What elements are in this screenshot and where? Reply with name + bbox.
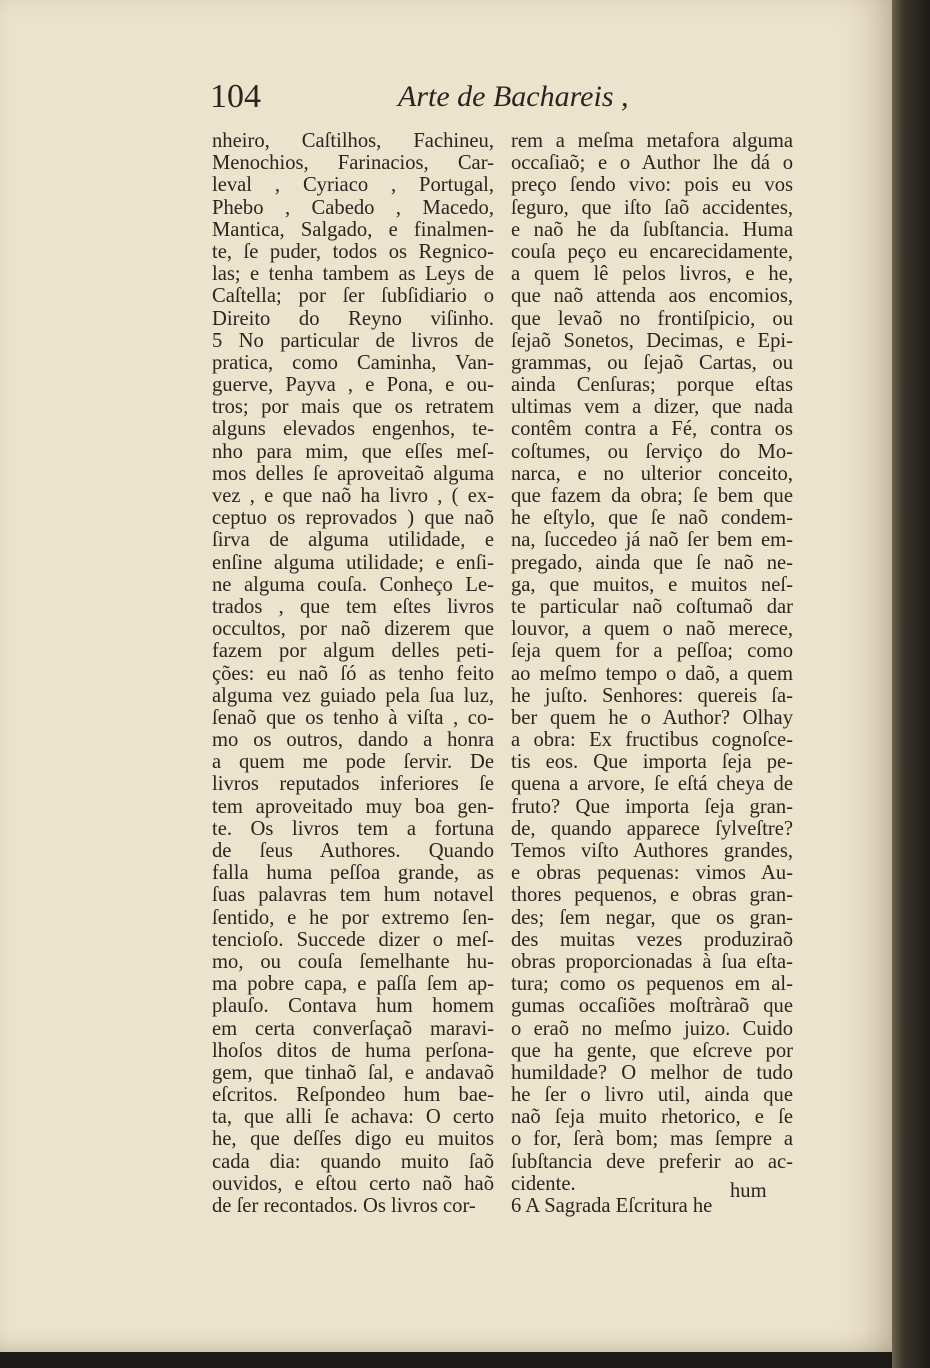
text-line: grammas, ou ſejaõ Cartas, ou (511, 351, 793, 374)
text-line: tura; como os pequenos em al- (511, 973, 793, 996)
text-line: mos delles ſe aproveitaõ alguma (212, 462, 494, 485)
catchword: hum (730, 1180, 767, 1202)
text-line: narca, e no ulterior conceito, (511, 462, 793, 485)
text-line: nho para mim, que eſſes meſ- (212, 440, 494, 463)
text-line: mo, ou couſa ſemelhante hu- (212, 950, 494, 973)
text-line: alguns elevados engenhos, te- (212, 418, 494, 441)
text-line: plauſo. Contava hum homem (212, 995, 494, 1018)
text-line: a quem me pode ſervir. De (212, 751, 494, 774)
running-head: Arte de Bachareis , (398, 80, 629, 113)
text-line: te. Os livros tem a fortuna (212, 817, 494, 840)
text-line: de, quando apparece ſylveſtre? (511, 817, 793, 840)
text-line: o for, ſerà bom; mas ſempre a (511, 1128, 793, 1151)
text-line: falla huma peſſoa grande, as (212, 862, 494, 885)
text-line: ouvidos, e eſtou certo naõ haõ (212, 1172, 494, 1195)
text-line: he ſer o livro util, ainda que (511, 1084, 793, 1107)
text-line: 5 No particular de livros de (212, 329, 494, 352)
text-line: ſuas palavras tem hum notavel (212, 884, 494, 907)
text-line: tros; por mais que os retratem (212, 396, 494, 419)
text-line: ſeguro, que iſto ſaõ accidentes, (511, 196, 793, 219)
text-line: o eraõ no meſmo juizo. Cuido (511, 1017, 793, 1040)
text-line: que ha gente, que eſcreve por (511, 1039, 793, 1062)
text-line: coſtumes, ou ſerviço do Mo- (511, 440, 793, 463)
left-column (212, 130, 494, 1217)
text-line: Mantica, Salgado, e finalmen- (212, 218, 494, 241)
text-line: enſine alguma utilidade; e enſi- (212, 551, 494, 574)
text-line: ções: eu naõ ſó as tenho feito (212, 662, 494, 685)
text-line: tem aproveitado muy boa gen- (212, 795, 494, 818)
text-line: te, ſe puder, todos os Regnico- (212, 240, 494, 263)
text-line: ultimas vem a dizer, que nada (511, 396, 793, 419)
text-line: ne alguma couſa. Conheço Le- (212, 573, 494, 596)
text-line: fruto? Que importa ſeja gran- (511, 795, 793, 818)
text-line: alguma vez guiado pela ſua luz, (212, 684, 494, 707)
text-line: he eſtylo, que ſe naõ condem- (511, 507, 793, 530)
text-line: na, ſuccedeo já naõ ſer bem em- (511, 529, 793, 552)
text-line: he juſto. Senhores: quereis ſa- (511, 684, 793, 707)
text-line: rem a meſma metafora alguma (511, 130, 793, 152)
text-line: lhoſos ditos de huma perſona- (212, 1039, 494, 1062)
text-line: ſenaõ que os tenho à viſta , co- (212, 706, 494, 729)
text-line: ainda Cenſuras; porque eſtas (511, 374, 793, 397)
text-line: 6 A Sagrada Eſcritura he (511, 1195, 713, 1217)
text-line: des muitas vezes produziraõ (511, 928, 793, 951)
text-line: ſentido, e he por extremo ſen- (212, 906, 494, 929)
text-line: cidente. (511, 1172, 576, 1195)
text-line: ao meſmo tempo o daõ, a quem (511, 662, 793, 685)
text-line: contêm contra a Fé, contra os (511, 418, 793, 441)
text-line: couſa peço eu encarecidamente, (511, 240, 793, 263)
text-line: que levaõ no frontiſpicio, ou (511, 307, 793, 330)
text-line: em certa converſaçaõ maravi- (212, 1017, 494, 1040)
text-line: tis eos. Que importa ſeja pe- (511, 751, 793, 774)
text-line: louvor, a quem o naõ merece, (511, 618, 793, 641)
book-edge (892, 0, 930, 1368)
text-line: e obras pequenas: vimos Au- (511, 862, 793, 885)
text-line: Direito do Reyno viſinho. (212, 307, 494, 330)
text-line: a obra: Ex fructibus cognoſce- (511, 729, 793, 752)
text-line: que fazem da obra; ſe bem que (511, 485, 793, 507)
text-line: he, que deſſes digo eu muitos (212, 1128, 494, 1151)
text-line: eſcritos. Reſpondeo hum bae- (212, 1084, 494, 1107)
text-line: te particular naõ coſtumaõ dar (511, 595, 793, 618)
text-line: ga, que muitos, e muitos neſ- (511, 573, 793, 596)
text-line: ceptuo os reprovados ) que naõ (212, 507, 494, 530)
text-line: cada dia: quando muito ſaõ (212, 1150, 494, 1173)
text-line: tencioſo. Succede dizer o meſ- (212, 928, 494, 951)
text-line: vez , e que naõ ha livro , ( ex- (212, 485, 494, 507)
text-line: pratica, como Caminha, Van- (212, 351, 494, 374)
text-line: que naõ attenda aos encomios, (511, 285, 793, 308)
text-line: occaſiaõ; e o Author lhe dá o (511, 152, 793, 175)
text-line: nheiro, Caſtilhos, Fachineu, (212, 130, 494, 152)
text-line: de ſer recontados. Os livros cor- (212, 1195, 476, 1217)
text-line: naõ ſeja muito rhetorico, e ſe (511, 1106, 793, 1129)
text-line: trados , que tem eſtes livros (212, 595, 494, 618)
text-line: a quem lê pelos livros, e he, (511, 263, 793, 286)
text-line: des; ſem negar, que os gran- (511, 906, 793, 929)
page-number: 104 (210, 78, 261, 115)
text-line: leval , Cyriaco , Portugal, (212, 174, 494, 197)
text-line: obras proporcionadas à ſua eſta- (511, 950, 793, 973)
text-line: de ſeus Authores. Quando (212, 840, 494, 862)
text-line: thores pequenos, e obras gran- (511, 884, 793, 907)
text-line: Phebo , Cabedo , Macedo, (212, 196, 494, 219)
text-line: occultos, por naõ dizerem que (212, 618, 494, 641)
text-line: e naõ he da ſubſtancia. Huma (511, 218, 793, 241)
text-line: Temos viſto Authores grandes, (511, 840, 793, 862)
text-line: ſejaõ Sonetos, Decimas, e Epi- (511, 329, 793, 352)
text-line: pregado, ainda que ſe naõ ne- (511, 551, 793, 574)
text-line: ta, que alli ſe achava: O certo (212, 1106, 494, 1129)
text-line: guerve, Payva , e Pona, e ou- (212, 374, 494, 397)
text-line: preço ſendo vivo: pois eu vos (511, 174, 793, 197)
text-line: Caſtella; por ſer ſubſidiario o (212, 285, 494, 308)
text-line: livros reputados inferiores ſe (212, 773, 494, 796)
text-line: ſeja quem for a peſſoa; como (511, 640, 793, 663)
text-line: ma pobre capa, e paſſa ſem ap- (212, 973, 494, 996)
right-column (511, 130, 793, 1217)
text-line: Menochios, Farinacios, Car- (212, 152, 494, 175)
text-line: fazem por algum delles peti- (212, 640, 494, 663)
text-line: ſirva de alguma utilidade, e (212, 529, 494, 552)
text-line: quena a arvore, ſe eſtá cheya de (511, 773, 793, 796)
text-line: gem, que tinhaõ ſal, e andavaõ (212, 1061, 494, 1084)
text-line: ſubſtancia deve preferir ao ac- (511, 1150, 793, 1173)
text-line: mo os outros, dando a honra (212, 729, 494, 752)
text-line: las; e tenha tambem as Leys de (212, 263, 494, 286)
text-line: humildade? O melhor de tudo (511, 1061, 793, 1084)
text-line: gumas occaſiões moſtràraõ que (511, 995, 793, 1018)
text-line: ber quem he o Author? Olhay (511, 706, 793, 729)
